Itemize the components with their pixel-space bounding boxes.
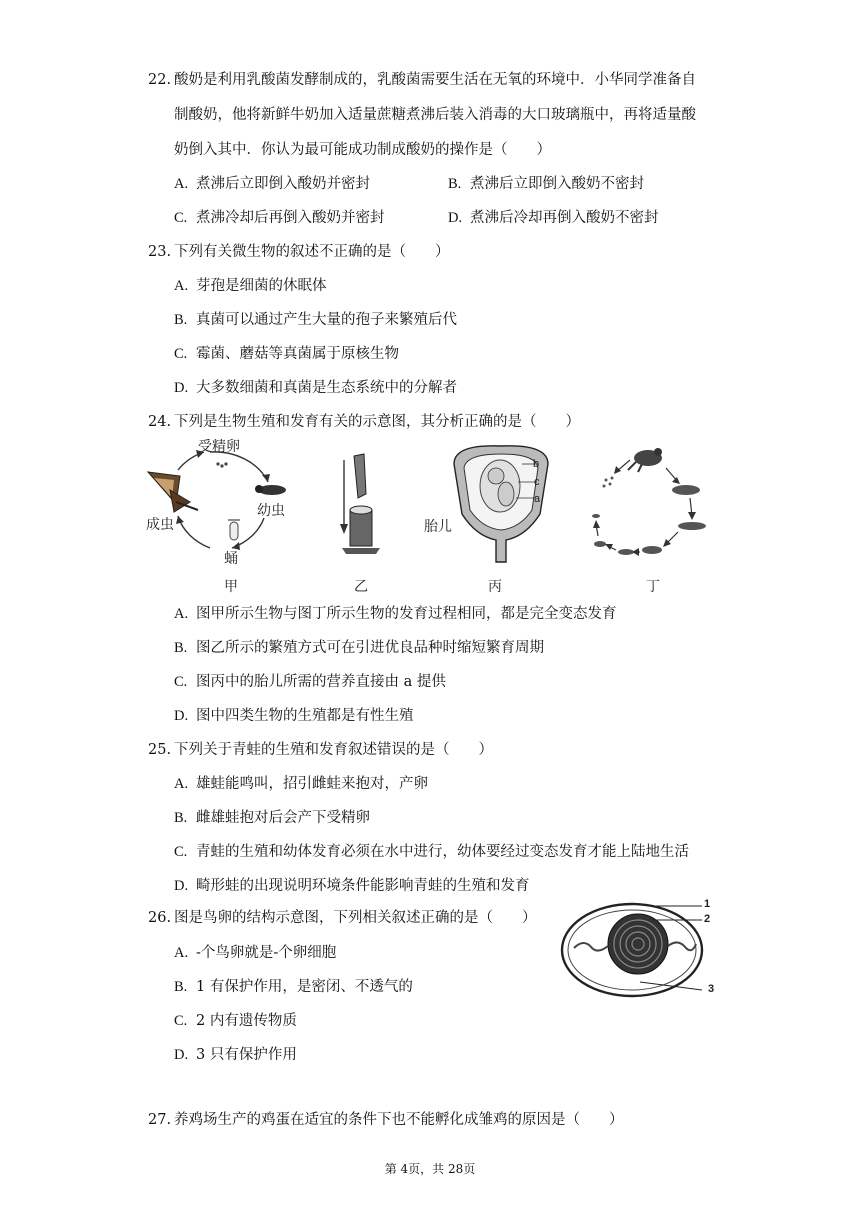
label-adult: 成虫 xyxy=(146,517,174,533)
question-23 xyxy=(148,242,450,262)
label-b: b xyxy=(533,458,540,470)
option-b: B. 雌雄蛙抱对后会产下受精卵 xyxy=(174,810,370,826)
question-26 xyxy=(148,908,537,928)
question-text: 下列有关微生物的叙述不正确的是（ ） xyxy=(174,244,450,260)
figure-bird-egg xyxy=(556,898,726,1002)
option-b: B. 1 有保护作用，是密闭、不透气的 xyxy=(174,979,413,995)
label-pupa: 蛹 xyxy=(224,551,238,567)
question-text: 养鸡场生产的鸡蛋在适宜的条件下也不能孵化成雏鸡的原因是（ ） xyxy=(174,1112,624,1128)
label-a: a xyxy=(534,493,541,505)
option-c: C. 煮沸冷却后再倒入酸奶并密封 xyxy=(174,210,385,226)
option-a: A. 煮沸后立即倒入酸奶并密封 xyxy=(174,176,370,192)
caption-yi: 乙 xyxy=(354,579,368,595)
option-c: C. 图丙中的胎儿所需的营养直接由 a 提供 xyxy=(174,674,446,690)
option-d: D. 大多数细菌和真菌是生态系统中的分解者 xyxy=(174,380,457,396)
label-fetus: 胎儿 xyxy=(424,519,452,535)
label-1: 1 xyxy=(704,898,711,910)
question-number: 23. xyxy=(148,244,172,260)
label-2: 2 xyxy=(704,913,711,925)
option-a: A. 芽孢是细菌的休眠体 xyxy=(174,278,327,294)
option-a: A. 图甲所示生物与图丁所示生物的发育过程相同，都是完全变态发育 xyxy=(174,606,617,622)
option-c: C. 2 内有遗传物质 xyxy=(174,1013,297,1029)
option-b: B. 图乙所示的繁殖方式可在引进优良品种时缩短繁育周期 xyxy=(174,640,544,656)
option-d: D. 图中四类生物的生殖都是有性生殖 xyxy=(174,708,414,724)
option-d: D. 畸形蛙的出现说明环境条件能影响青蛙的生殖和发育 xyxy=(174,878,530,894)
frog-icon xyxy=(628,448,662,472)
question-number: 22. xyxy=(148,72,172,88)
pupa-icon xyxy=(228,520,240,540)
option-a: A. -个鸟卵就是-个卵细胞 xyxy=(174,945,337,961)
label-3: 3 xyxy=(708,983,715,995)
caption-bing: 丙 xyxy=(488,579,502,595)
question-number: 24. xyxy=(148,414,172,430)
figure-yi-grafting xyxy=(330,450,390,560)
question-22 xyxy=(148,70,696,90)
question-text: 酸奶是利用乳酸菌发酵制成的，乳酸菌需要生活在无氧的环境中．小华同学准备自 xyxy=(174,72,696,88)
question-text: 下列关于青蛙的生殖和发育叙述错误的是（ ） xyxy=(174,742,493,758)
figure-ding-frog-cycle xyxy=(586,440,726,564)
question-text-line: 制酸奶，他将新鲜牛奶加入适量蔗糖煮沸后装入消毒的大口玻璃瓶中，再将适量酸 xyxy=(174,107,696,123)
question-number: 27. xyxy=(148,1112,172,1128)
question-number: 25. xyxy=(148,742,172,758)
option-d: D. 3 只有保护作用 xyxy=(174,1047,297,1063)
label-fertilized-egg: 受精卵 xyxy=(198,439,240,455)
page-footer: 第 4页，共 28页 xyxy=(384,1162,476,1176)
label-c: c xyxy=(534,476,540,488)
butterfly-icon xyxy=(148,472,198,512)
question-25 xyxy=(148,740,493,760)
option-b: B. 真菌可以通过产生大量的孢子来繁殖后代 xyxy=(174,312,457,328)
option-a: A. 雄蛙能鸣叫，招引雌蛙来抱对，产卵 xyxy=(174,776,428,792)
question-text: 下列是生物生殖和发育有关的示意图，其分析正确的是（ ） xyxy=(174,414,580,430)
question-text-line: 奶倒入其中．你认为最可能成功制成酸奶的操作是（ ） xyxy=(174,142,551,158)
question-text: 图是鸟卵的结构示意图，下列相关叙述正确的是（ ） xyxy=(174,910,537,926)
caption-ding: 丁 xyxy=(646,579,660,595)
question-27 xyxy=(148,1110,624,1130)
option-d: D. 煮沸后冷却再倒入酸奶不密封 xyxy=(448,210,659,226)
question-24 xyxy=(148,412,580,432)
option-c: C. 青蛙的生殖和幼体发育必须在水中进行，幼体要经过变态发育才能上陆地生活 xyxy=(174,844,689,860)
caterpillar-icon xyxy=(255,485,286,495)
option-b: B. 煮沸后立即倒入酸奶不密封 xyxy=(448,176,644,192)
label-larva: 幼虫 xyxy=(257,503,285,519)
question-number: 26. xyxy=(148,910,172,926)
caption-jia: 甲 xyxy=(224,579,238,595)
option-c: C. 霉菌、蘑菇等真菌属于原核生物 xyxy=(174,346,399,362)
